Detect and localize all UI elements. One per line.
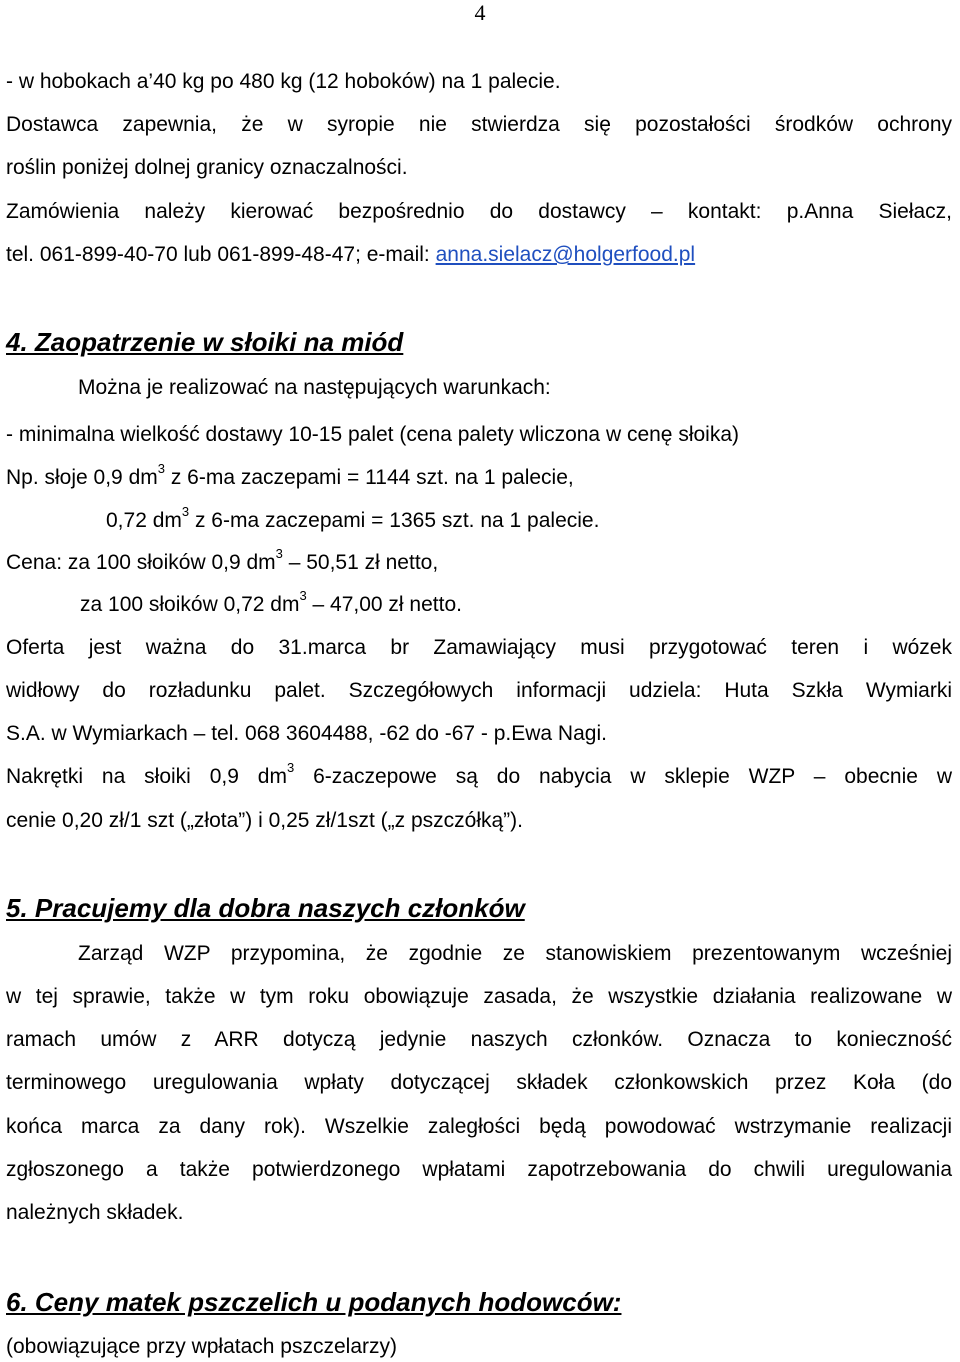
text-line: roślin poniżej dolnej granicy oznaczalności. (6, 156, 408, 179)
page-number: 4 (474, 0, 486, 25)
min-delivery-text: - minimalna wielkość dostawy 10-15 palet (cena palety wliczona w cenę słoika) (6, 423, 740, 446)
contact-text: tel. 061-899-40-70 lub 061-899-48-47; e-mail: (6, 243, 436, 266)
text-run: Np. słoje 0,9 dm (6, 466, 158, 489)
jar-spec-line (106, 504, 952, 534)
price-line (6, 546, 952, 576)
paragraph-line: należnych składek. (6, 1201, 184, 1224)
superscript: 3 (157, 461, 165, 476)
superscript: 3 (275, 546, 283, 561)
text-run: za 100 słoików 0,72 dm (80, 593, 300, 616)
text-line: cenie 0,20 zł/1 szt („złota”) i 0,25 zł/1szt („z pszczółką”). (6, 809, 523, 832)
section-heading-5: 5. Pracujemy dla dobra naszych członków (6, 893, 525, 923)
text-run: z 6-ma zaczepami = 1144 szt. na 1 palecie, (164, 466, 574, 489)
text-run: – 47,00 zł netto. (306, 593, 462, 616)
caps-line (6, 760, 952, 790)
text-run: 0,72 dm (106, 509, 182, 532)
intro-text: Można je realizować na następujących warunkach: (78, 376, 551, 399)
text-line: Oferta jest ważna do 31.marca br Zamawiający musi przygotować teren i wózek (6, 636, 952, 659)
paragraph-line: ramach umów z ARR dotyczą jedynie naszych członków. Oznacza to konieczność (6, 1028, 952, 1051)
jar-spec-line (6, 461, 952, 491)
contact-line (6, 242, 952, 268)
text-line: Zamówienia należy kierować bezpośrednio do dostawcy – kontakt: p.Anna Siełacz, (6, 200, 952, 223)
email-link[interactable]: anna.sielacz@holgerfood.pl (435, 243, 696, 266)
paragraph-line: Zarząd WZP przypomina, że zgodnie ze stanowiskiem prezentowanym wcześniej (78, 942, 952, 965)
paragraph-line: w tej sprawie, także w tym roku obowiązuje zasada, że wszystkie działania realizowane w (6, 985, 952, 1008)
paragraph-line: końca marca za dany rok). Wszelkie zaległości będą powodować wstrzymanie realizacji (6, 1115, 952, 1138)
text-run: z 6-ma zaczepami = 1365 szt. na 1 palecie. (189, 509, 600, 532)
text-line: - w hobokach a’40 kg po 480 kg (12 hoboków) na 1 palecie. (6, 70, 561, 93)
text-run: – 50,51 zł netto, (282, 551, 439, 574)
text-line: widłowy do rozładunku palet. Szczegółowych informacji udziela: Huta Szkła Wymiarki (6, 679, 952, 702)
text-run: Nakrętki na słoiki 0,9 dm (6, 765, 287, 788)
section-heading-6: 6. Ceny matek pszczelich u podanych hodowców: (6, 1287, 622, 1317)
superscript: 3 (299, 588, 307, 603)
superscript: 3 (181, 504, 190, 519)
text-line: Dostawca zapewnia, że w syropie nie stwierdza się pozostałości środków ochrony (6, 113, 952, 136)
superscript: 3 (286, 760, 295, 775)
text-run: 6-zaczepowe są do nabycia w sklepie WZP – obecnie w (294, 765, 952, 788)
section-heading-4: 4. Zaopatrzenie w słoiki na miód (6, 327, 404, 357)
text-line: S.A. w Wymiarkach – tel. 068 3604488, -62 do -67 - p.Ewa Nagi. (6, 722, 607, 745)
subheading-text: (obowiązujące przy wpłatach pszczelarzy) (6, 1335, 397, 1358)
paragraph-line: terminowego uregulowania wpłaty dotyczącej składek członkowskich przez Koła (do (6, 1071, 952, 1094)
price-line (80, 588, 952, 618)
paragraph-line: zgłoszonego a także potwierdzonego wpłatami zapotrzebowania do chwili uregulowania (6, 1158, 952, 1181)
text-run: Cena: za 100 słoików 0,9 dm (6, 551, 276, 574)
